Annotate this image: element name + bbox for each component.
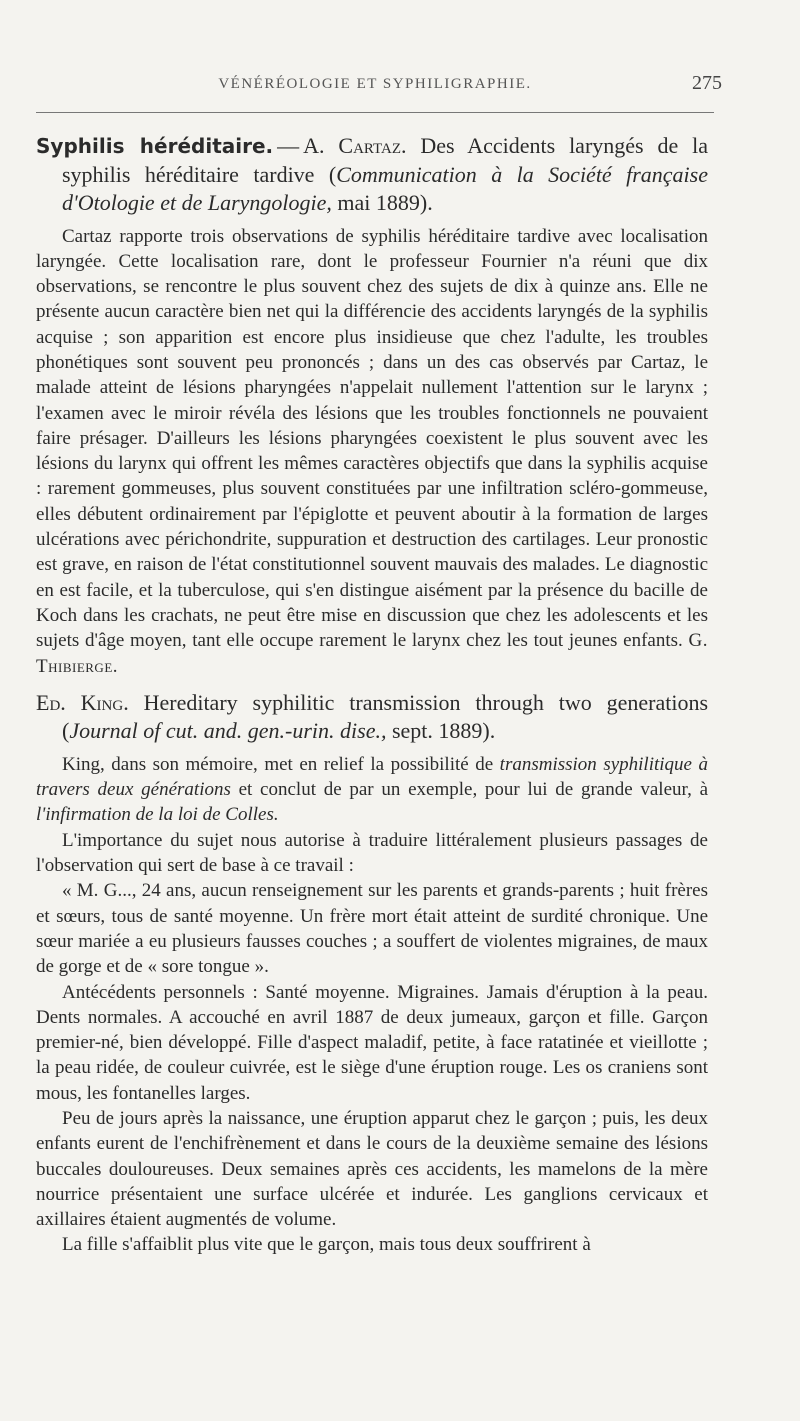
article2-paragraph-6: La fille s'affaiblit plus vite que le garçon, mais tous deux souffrirent à [62, 1234, 591, 1256]
article1-dash: — [277, 133, 300, 158]
article2-p1-italic-2: l'infirmation de la loi de Colles. [36, 804, 279, 826]
article1-author: A. Cartaz. [303, 133, 407, 158]
article1-ref-italic: Communication à la Société française d'Otologie et de Laryngologie, [62, 161, 709, 215]
article2-paragraph-5: Peu de jours après la naissance, une éruption apparut chez le garçon ; puis, les deux enfants eurent de l'enchifrènement et dans le cours de la deuxième semaine des lésions buccales douloureuses. Deux semaines après ces accidents, les mamelons de la mère nourrice présentaient une surface ulcérée et indurée. Les ganglions cervicaux et axillaires étaient augmentés de volume. [36, 1108, 708, 1231]
page-content [36, 132, 708, 1258]
article2-paragraph-2: L'importance du sujet nous autorise à traduire littéralement plusieurs passages de l'observation qui sert de base à ce travail : [36, 829, 708, 877]
article1-ref-text: Des Accidents laryngés de la syphilis héréditaire tardive ( [62, 133, 708, 187]
article1-reference [36, 132, 708, 218]
page-header [36, 72, 722, 98]
article2-title: Hereditary syphilitic transmission through two generations ( [62, 689, 709, 744]
page-number: 275 [692, 72, 722, 94]
article2-p1-text-a: King, dans son mémoire, met en relief la possibilité de [62, 753, 500, 775]
article1-body [36, 224, 708, 679]
article1-ref-end: mai 1889). [331, 190, 433, 215]
article1-signature: G. Thibierge. [36, 630, 709, 677]
article2-reference [36, 689, 708, 746]
article1-title: Syphilis héréditaire. [36, 134, 274, 158]
article2-paragraph-4: Antécédents personnels : Santé moyenne. Migraines. Jamais d'éruption à la peau. Dents normales. A accouché en avril 1887 de deux jumeaux, garçon et fille. Garçon premier-né, bien développé. Fille d'aspect maladif, petite, à face ratatinée et vieillotte ; la peau ridée, de couleur cuivrée, est le siège d'une éruption rouge. Les os craniens sont mous, les fontanelles larges. [36, 981, 708, 1104]
article1-body-text: Cartaz rapporte trois observations de syphilis héréditaire tardive avec localisation laryngée. Cette localisation rare, dont le professeur Fournier n'a réuni que dix observations, se rencontre le plus souvent chez des sujets de dix à quinze ans. Elle ne présente aucun caractère bien net qui la différencie des accidents laryngés de la syphilis acquise ; son apparition est encore plus insidieuse que chez l'adulte, les troubles phonétiques sont souvent peu prononcés ; dans un des cas observés par Cartaz, le malade atteint de lésions pharyngées n'appelait nullement l'attention sur le larynx ; l'examen avec le miroir révéla des lésions que les troubles fonctionnels ne pouvaient faire présager. D'ailleurs les lésions pharyngées coexistent le plus souvent avec les lésions du larynx qui offrent les mêmes caractères objectifs que dans la syphilis acquise : rarement gommeuses, plus souvent constituées par une infiltration scléro-gommeuse, elles débutent ordinairement par l'épiglotte et peuvent aboutir à la formation de larges ulcérations avec périchondrite, suppuration et destruction des cartilages. Leur pronostic est grave, en raison de l'état constitutionnel souvent mauvais des malades. Le diagnostic en est facile, et la tuberculose, qui s'en distingue aisément par la présence du bacille de Koch dans les crachats, ne peut être mise en discussion que chez les adolescents et les sujets d'âge moyen, tant elle occupe rarement le larynx chez les tout jeunes enfants. [36, 225, 708, 652]
article2-ref-italic: Journal of cut. and. gen.-urin. dise., [69, 718, 387, 744]
header-rule [36, 112, 714, 113]
article2-author: Ed. King. [36, 689, 129, 715]
article2-p1-italic-1: transmission syphilitique à travers deux générations [36, 753, 708, 801]
article2-paragraph-3: « M. G..., 24 ans, aucun renseignement sur les parents et grands-parents ; huit frères et sœurs, tous de santé moyenne. Un frère mort était atteint de surdité chronique. Une sœur mariée a eu plusieurs fausses couches ; a souffert de violentes migraines, de maux de gorge et de « sore tongue ». [36, 880, 708, 978]
running-title: VÉNÉRÉOLOGIE ET SYPHILIGRAPHIE. [218, 76, 532, 92]
article2-ref-end: sept. 1889). [386, 718, 496, 744]
article2-p1-text-b: et conclut de par un exemple, pour lui de grande valeur, à [230, 779, 709, 801]
article2-paragraph-1 [36, 752, 708, 828]
